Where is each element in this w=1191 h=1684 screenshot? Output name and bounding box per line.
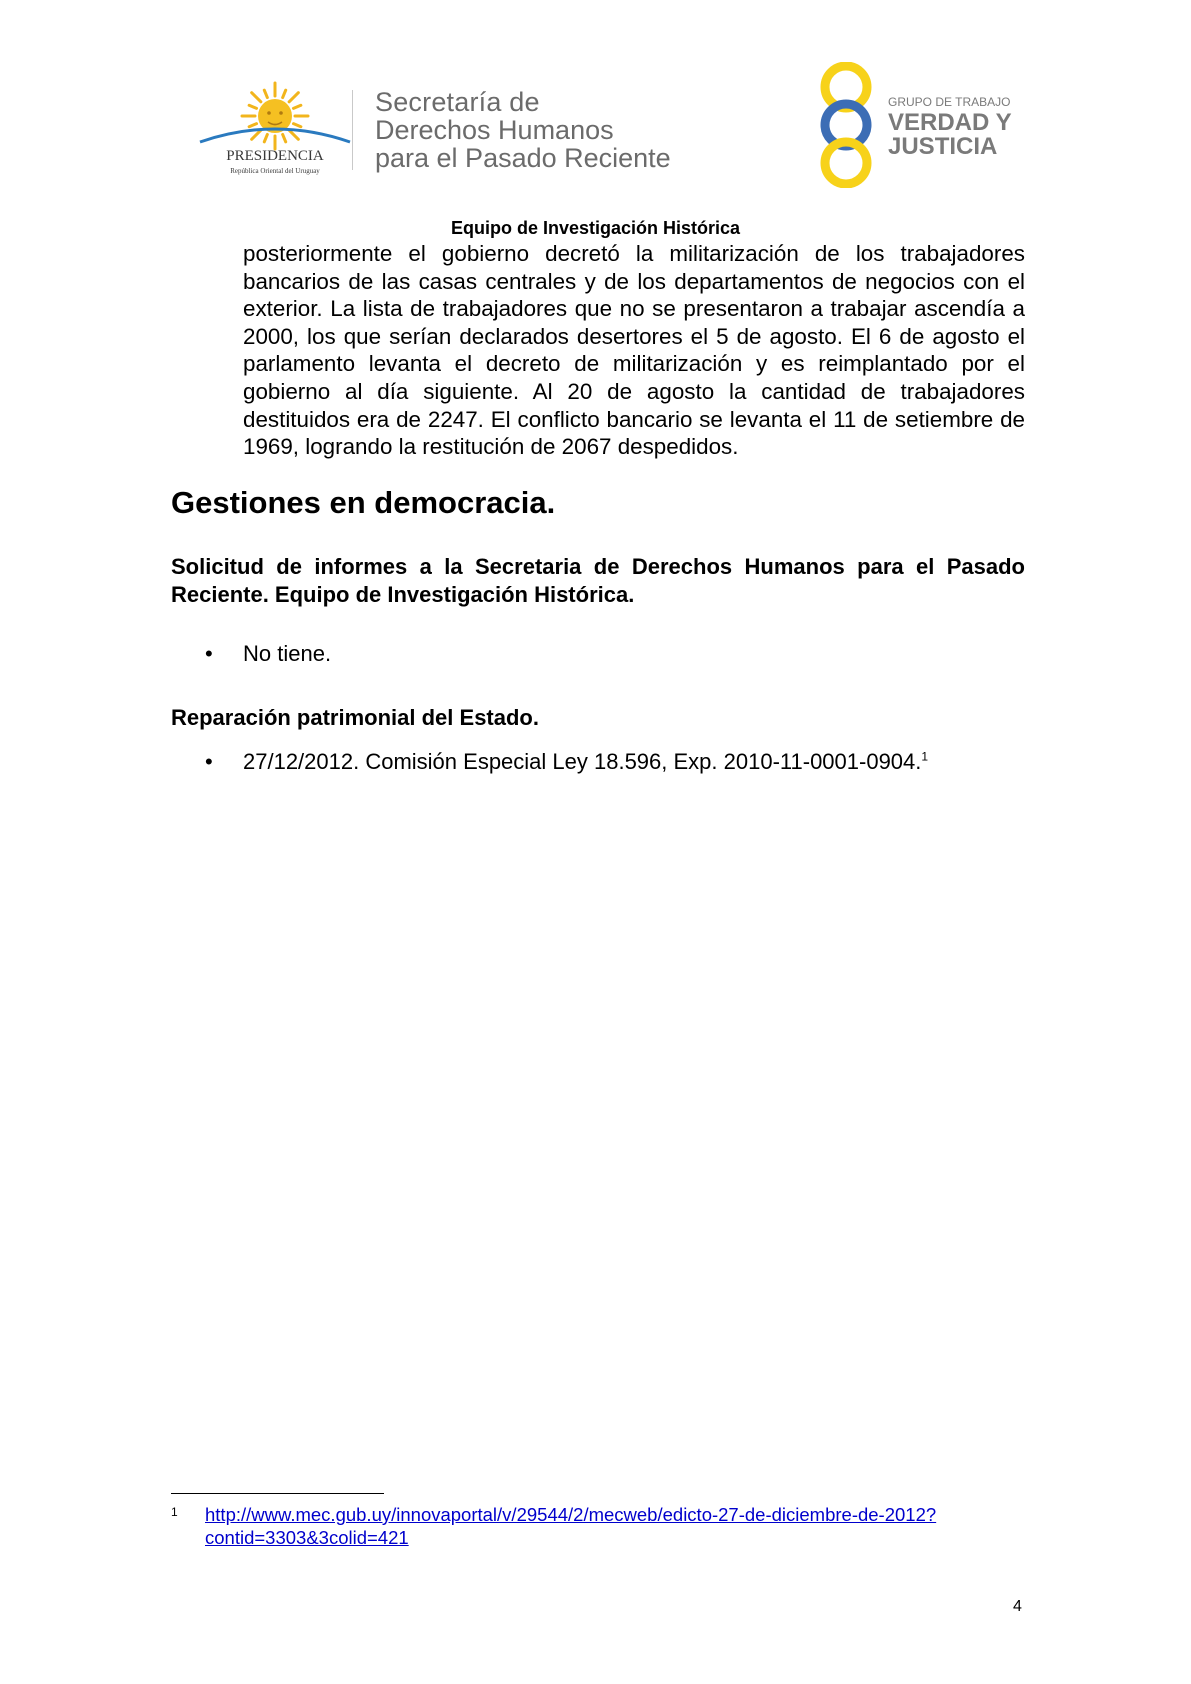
footnote-reference[interactable]: 1 (921, 749, 929, 764)
gtvj-line2: VERDAD Y (888, 109, 1012, 136)
footnote-link-line2: contid=3303&3colid=421 (205, 1527, 409, 1548)
bullet-marker: • (205, 641, 213, 666)
secretaria-line3: para el Pasado Reciente (375, 143, 671, 173)
sun-ray (264, 134, 267, 141)
footnote-divider (171, 1493, 384, 1494)
logo-divider (352, 90, 353, 170)
sun-ray (249, 124, 256, 127)
reparacion-item-text: 27/12/2012. Comisión Especial Ley 18.596, Exp. 2010-11-0001-0904. (243, 749, 922, 774)
solicitud-heading: Solicitud de informes a la Secretaria de Derechos Humanos para el Pasado Reciente. Equipo de Investigación Histórica. (171, 554, 1025, 607)
page-number: 4 (1013, 1598, 1022, 1615)
sun-ray (283, 134, 286, 141)
list-item (205, 748, 928, 776)
header-caption: Equipo de Investigación Histórica (450, 218, 741, 238)
sun-ray (252, 93, 261, 102)
gtvj-line1: GRUPO DE TRABAJO (888, 95, 1011, 109)
footnote-number: 1 (171, 1505, 178, 1519)
presidencia-subtitle: República Oriental del Uruguay (230, 167, 320, 175)
gtvj-line3: JUSTICIA (888, 133, 998, 160)
secretaria-line2: Derechos Humanos (375, 115, 614, 145)
bullet-marker: • (205, 749, 213, 774)
secretaria-line1: Secretaría de (375, 87, 540, 117)
reparacion-heading: Reparación patrimonial del Estado. (171, 705, 539, 730)
section-heading: Gestiones en democracia. (171, 485, 556, 520)
body-paragraph: posteriormente el gobierno decretó la militarización de los trabajadores bancarios de las casas centrales y de los departamentos de negocios con el exterior. La lista de trabajadores que no se presentaron a trabajar ascendía a 2000, los que serían declarados desertores el 5 de agosto. El 6 de agosto el parlamento levanta el decreto de militarización y es reimplantado por el gobierno al día siguiente. Al 20 de agosto la cantidad de trabajadores destituidos era de 2247. El conflicto bancario se levanta el 11 de setiembre de 1969, logrando la restitución de 2067 despedidos. (243, 241, 1025, 460)
sun-ray (289, 93, 298, 102)
sun-of-may-icon (242, 83, 308, 149)
sun-ray (293, 124, 300, 127)
list-item (205, 640, 331, 668)
sun-ray (264, 90, 267, 97)
sun-ray (283, 90, 286, 97)
footnote-link-line1: http://www.mec.gub.uy/innovaportal/v/29544/2/mecweb/edicto-27-de-diciembre-de-2012? (205, 1504, 937, 1525)
sun-ray (293, 105, 300, 108)
gtvj-logo (808, 62, 1038, 188)
secretaria-logo-text (375, 88, 671, 172)
presidencia-logo (196, 80, 354, 180)
presidencia-name: PRESIDENCIA (226, 148, 324, 164)
solicitud-item-text: No tiene. (243, 641, 332, 666)
sun-ray (249, 105, 256, 108)
interlocking-rings-icon (825, 66, 867, 184)
footnote-link[interactable] (205, 1503, 1005, 1549)
